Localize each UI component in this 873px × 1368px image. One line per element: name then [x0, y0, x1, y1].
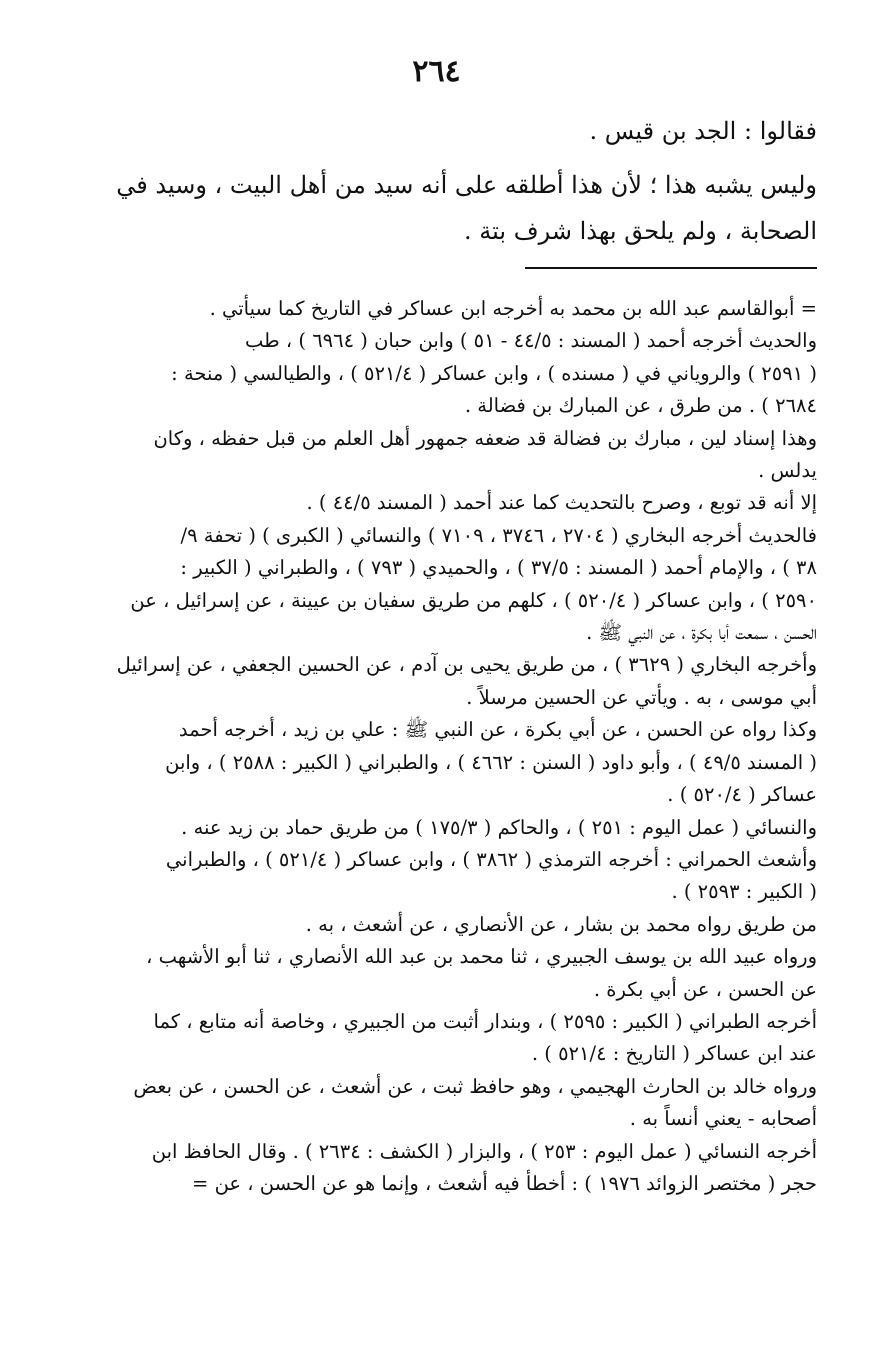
main-text-line: الصحابة ، ولم يلحق بهذا شرف بتة .: [464, 217, 817, 245]
footnote-line: والنسائي ( عمل اليوم : ٢٥١ ) ، والحاكم ( ١٧٥/٣ ) من طريق حماد بن زيد عنه .: [181, 815, 817, 839]
footnote-line: وكذا رواه عن الحسن ، عن أبي بكرة ، عن النبي ﷺ : علي بن زيد ، أخرجه أحمد: [178, 718, 817, 742]
footnote-line: = أبوالقاسم عبد الله بن محمد به أخرجه ابن عساكر في التاريخ كما سيأتي .: [209, 297, 817, 320]
footnote-line: ( المسند ٤٩/٥ ) ، وأبو داود ( السنن : ٤٦٦٢ ) ، والطبراني ( الكبير : ٢٥٨٨ ) ، وابن: [165, 750, 817, 774]
footnote-line: أصحابه - يعني أنساً به .: [629, 1107, 817, 1131]
footnote-line: فالحديث أخرجه البخاري ( ٢٧٠٤ ، ٣٧٤٦ ، ٧١٠٩ ) والنسائي ( الكبرى ) ( تحفة ٩/: [180, 523, 817, 547]
footnote-line: عند ابن عساكر ( التاريخ : ٥٢١/٤ ) .: [531, 1042, 817, 1066]
main-text-line: فقالوا : الجد بن قيس .: [589, 117, 817, 145]
footnote-line: عساكر ( ٥٢٠/٤ ) .: [667, 783, 817, 807]
footnote-line: وأشعث الحمراني : أخرجه الترمذي ( ٣٨٦٢ ) ، وابن عساكر ( ٥٢١/٤ ) ، والطبراني: [165, 847, 817, 871]
footnote-line: أخرجه الطبراني ( الكبير : ٢٥٩٥ ) ، وبندار أثبت من الجبيري ، وخاصة أنه متابع ، كما: [153, 1009, 817, 1033]
footnote-line: ٢٥٩٠ ) ، وابن عساكر ( ٥٢٠/٤ ) ، كلهم من طريق سفيان بن عيينة ، عن إسرائيل ، عن: [130, 588, 817, 612]
footnote-line: ( ٢٥٩١ ) والروياني في ( مسنده ) ، وابن عساكر ( ٥٢١/٤ ) ، والطيالسي ( منحة :: [171, 361, 817, 385]
footnote-line: يدلس .: [758, 459, 817, 483]
footnote-line: ٢٦٨٤ ) . من طرق ، عن المبارك بن فضالة .: [464, 394, 817, 418]
footnote-line: عن الحسن ، عن أبي بكرة .: [593, 977, 817, 1001]
footnote-line: وأخرجه البخاري ( ٣٦٢٩ ) ، من طريق يحيى بن آدم ، عن الحسين الجعفي ، عن إسرائيل: [116, 653, 817, 677]
footnote-line: ورواه عبيد الله بن يوسف الجبيري ، ثنا محمد بن عبد الله الأنصاري ، ثنا أبو الأشهب ،: [146, 945, 817, 969]
footnote-line: حجر ( مختصر الزوائد ١٩٧٦ ) : أخطأ فيه أشعث ، وإنما هو عن الحسن ، عن =: [192, 1171, 817, 1195]
footnote-line: ( الكبير : ٢٥٩٣ ) .: [671, 880, 817, 904]
main-text: [55, 108, 817, 254]
footnote-line: إلا أنه قد توبع ، وصرح بالتحديث كما عند أحمد ( المسند ٤٤/٥ ) .: [306, 491, 817, 515]
footnote-line: والحديث أخرجه أحمد ( المسند : ٤٤/٥ - ٥١ ) وابن حبان ( ٦٩٦٤ ) ، طب: [245, 329, 817, 353]
page-number: ٢٦٤: [412, 54, 461, 89]
footnote-line: ورواه خالد بن الحارث الهجيمي ، وهو حافظ ثبت ، عن أشعث ، عن الحسن ، عن بعض: [133, 1074, 817, 1098]
footnote-line: أخرجه النسائي ( عمل اليوم : ٢٥٣ ) ، والبزار ( الكشف : ٢٦٣٤ ) . وقال الحافظ ابن: [151, 1139, 817, 1163]
footnote-line: وهذا إسناد لين ، مبارك بن فضالة قد ضعفه جمهور أهل العلم من قبل حفظه ، وكان: [153, 426, 817, 450]
footnote-line: من طريق رواه محمد بن بشار ، عن الأنصاري ، عن أشعث ، به .: [305, 912, 817, 936]
footnote-line: ٣٨ ) ، والإمام أحمد ( المسند : ٣٧/٥ ) ، والحميدي ( ٧٩٣ ) ، والطبراني ( الكبير :: [180, 556, 817, 580]
footnotes: [55, 293, 817, 1200]
main-text-line: وليس يشبه هذا ؛ لأن هذا أطلقه على أنه سيد من أهل البيت ، وسيد في: [116, 171, 817, 199]
footnote-line: الحسن ، سمعت أبا بكرة ، عن النبي ﷺ .: [586, 621, 817, 645]
footnote-divider: [525, 267, 817, 269]
footnote-line: أبي موسى ، به . ويأتي عن الحسين مرسلاً .: [466, 685, 817, 709]
